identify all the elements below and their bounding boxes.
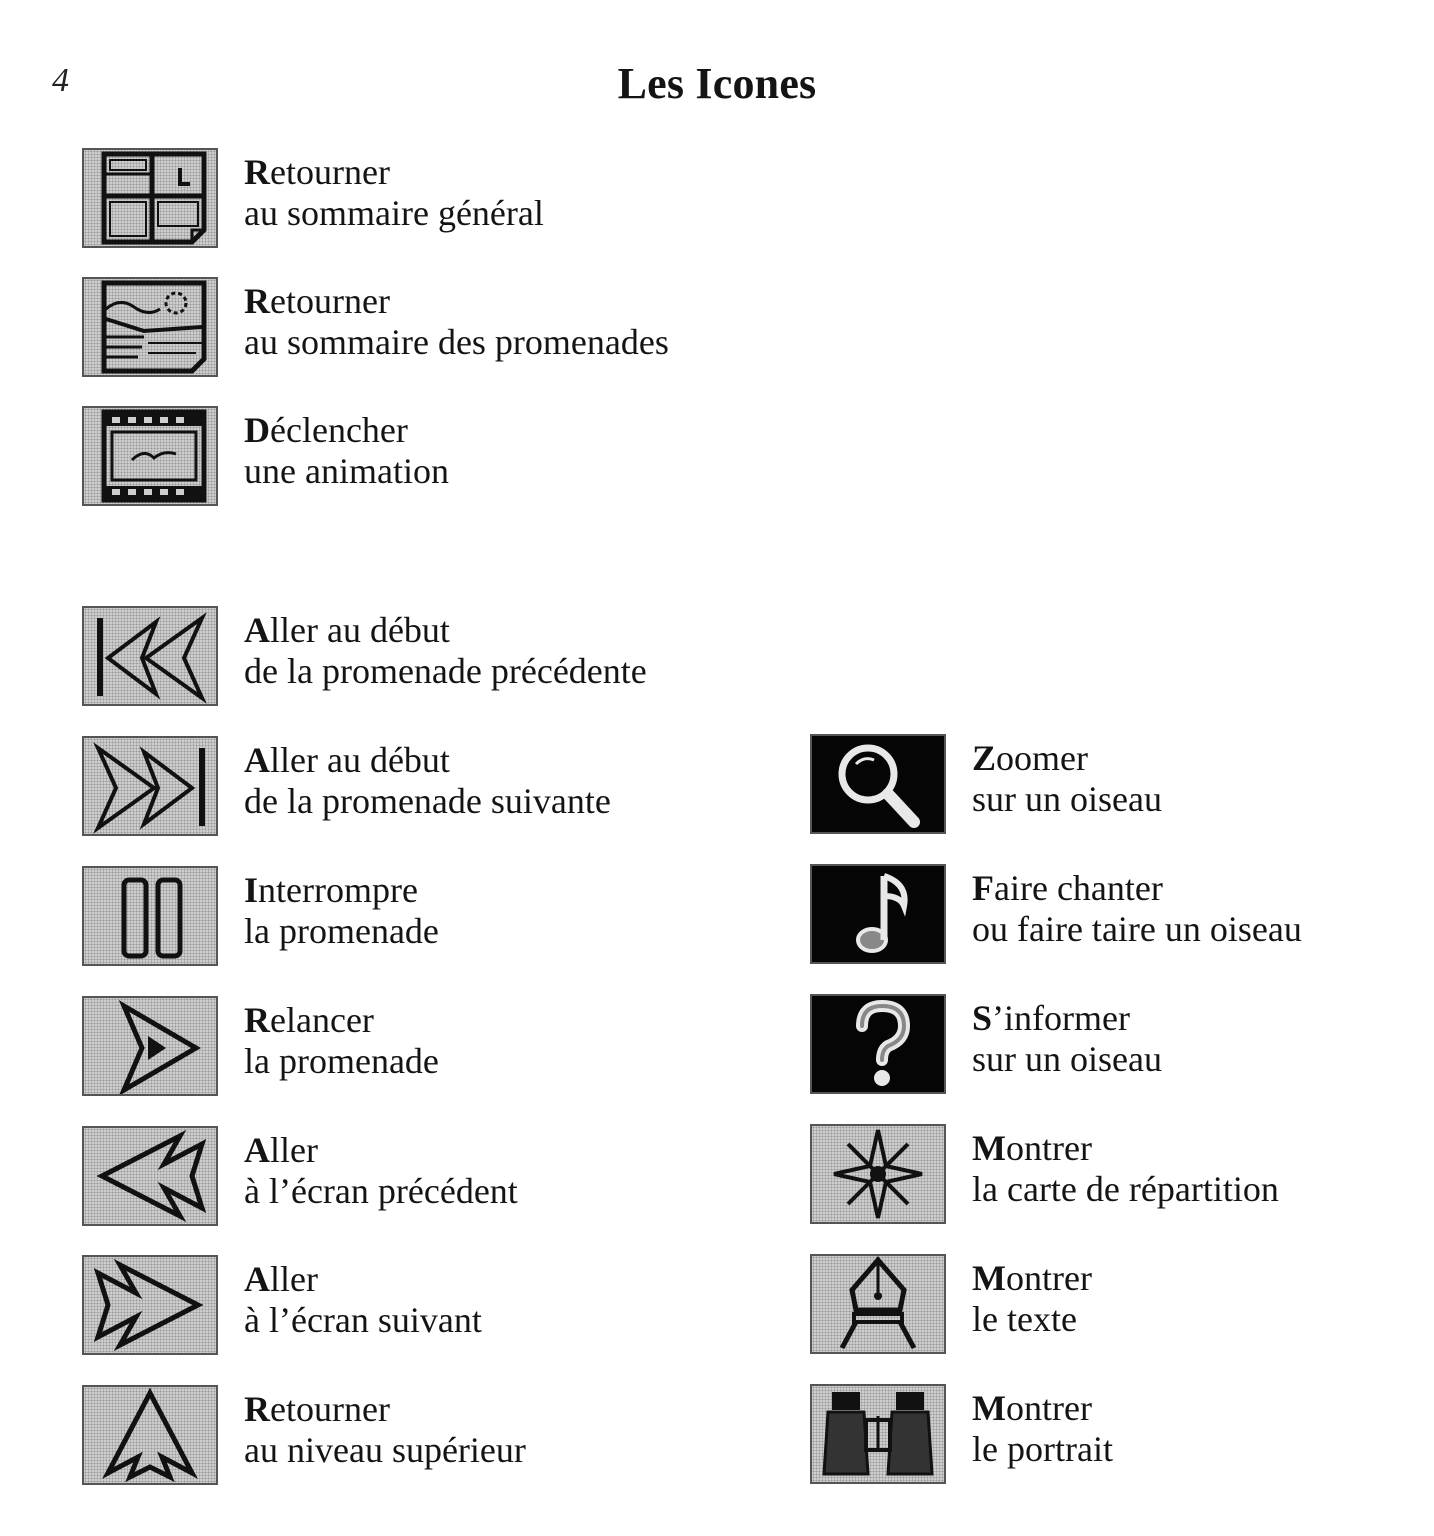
general-summary-icon — [82, 148, 218, 248]
entry-subtitle: le texte — [972, 1299, 1077, 1339]
entry-title-rest: nterrompre — [258, 870, 418, 910]
arrow-left-icon — [82, 1126, 218, 1226]
entry-initial: A — [244, 1259, 270, 1299]
question-mark-icon — [810, 994, 946, 1094]
entry-title-rest: elancer — [270, 1000, 374, 1040]
entry-description — [244, 740, 611, 822]
entry-title-rest: ller au début — [270, 610, 450, 650]
entry-title-rest: aire chanter — [994, 868, 1163, 908]
compass-rose-icon — [810, 1124, 946, 1224]
entry-description — [244, 870, 439, 952]
previous-walk-start-icon — [82, 606, 218, 706]
entry-initial: R — [244, 281, 270, 321]
entry-initial: D — [244, 410, 270, 450]
entry-description — [972, 998, 1162, 1080]
entry-initial: A — [244, 740, 270, 780]
entry-subtitle: à l’écran précédent — [244, 1171, 518, 1211]
entry-description — [244, 152, 544, 234]
entry-initial: R — [244, 1000, 270, 1040]
entry-initial: F — [972, 868, 994, 908]
entry-description — [244, 410, 449, 492]
entry-initial: R — [244, 152, 270, 192]
entry-initial: R — [244, 1389, 270, 1429]
entry-title-rest: ontrer — [1005, 1128, 1092, 1168]
entry-initial: M — [972, 1128, 1006, 1168]
entry-title-rest: ller au début — [270, 740, 450, 780]
entry-title-rest: éclencher — [270, 410, 408, 450]
entry-subtitle: sur un oiseau — [972, 1039, 1162, 1079]
entry-subtitle: ou faire taire un oiseau — [972, 909, 1302, 949]
entry-title-rest: ’informer — [992, 998, 1130, 1038]
entry-subtitle: de la promenade précédente — [244, 651, 647, 691]
arrow-up-icon — [82, 1385, 218, 1485]
entry-description — [244, 1259, 482, 1341]
entry-subtitle: la promenade — [244, 911, 439, 951]
binoculars-icon — [810, 1384, 946, 1484]
play-icon — [82, 996, 218, 1096]
music-note-icon — [810, 864, 946, 964]
entry-title-rest: etourner — [270, 281, 390, 321]
entry-initial: A — [244, 610, 270, 650]
entry-subtitle: au niveau supérieur — [244, 1430, 526, 1470]
entry-title-rest: oomer — [996, 738, 1088, 778]
entry-subtitle: au sommaire général — [244, 193, 544, 233]
entry-description — [244, 610, 647, 692]
entry-subtitle: à l’écran suivant — [244, 1300, 482, 1340]
entry-subtitle: la carte de répartition — [972, 1169, 1279, 1209]
entry-initial: M — [972, 1258, 1006, 1298]
page-title: Les Icones — [617, 59, 817, 108]
entry-description — [972, 868, 1302, 950]
entry-title-rest: ontrer — [1005, 1258, 1092, 1298]
arrow-right-icon — [82, 1255, 218, 1355]
entry-subtitle: de la promenade suivante — [244, 781, 611, 821]
film-animation-icon — [82, 406, 218, 506]
entry-initial: S — [972, 998, 993, 1038]
magnifier-icon — [810, 734, 946, 834]
entry-subtitle: la promenade — [244, 1041, 439, 1081]
entry-description — [244, 281, 669, 363]
pause-icon — [82, 866, 218, 966]
entry-initial: I — [244, 870, 259, 910]
walks-summary-icon — [82, 277, 218, 377]
entry-subtitle: le portrait — [972, 1429, 1113, 1469]
entry-title-rest: etourner — [270, 152, 390, 192]
entry-description — [972, 1128, 1279, 1210]
entry-description — [244, 1000, 439, 1082]
page-number: 4 — [52, 62, 69, 99]
entry-subtitle: sur un oiseau — [972, 779, 1162, 819]
fountain-pen-icon — [810, 1254, 946, 1354]
entry-description — [244, 1130, 518, 1212]
entry-initial: A — [244, 1130, 270, 1170]
entry-title-rest: ller — [270, 1259, 318, 1299]
entry-description — [972, 1388, 1113, 1470]
next-walk-start-icon — [82, 736, 218, 836]
entry-title-rest: ller — [270, 1130, 318, 1170]
entry-subtitle: au sommaire des promenades — [244, 322, 669, 362]
entry-description — [972, 1258, 1092, 1340]
entry-description — [244, 1389, 526, 1471]
entry-title-rest: ontrer — [1005, 1388, 1092, 1428]
entry-title-rest: etourner — [270, 1389, 390, 1429]
entry-description — [972, 738, 1162, 820]
entry-subtitle: une animation — [244, 451, 449, 491]
entry-initial: Z — [972, 738, 997, 778]
entry-initial: M — [972, 1388, 1006, 1428]
